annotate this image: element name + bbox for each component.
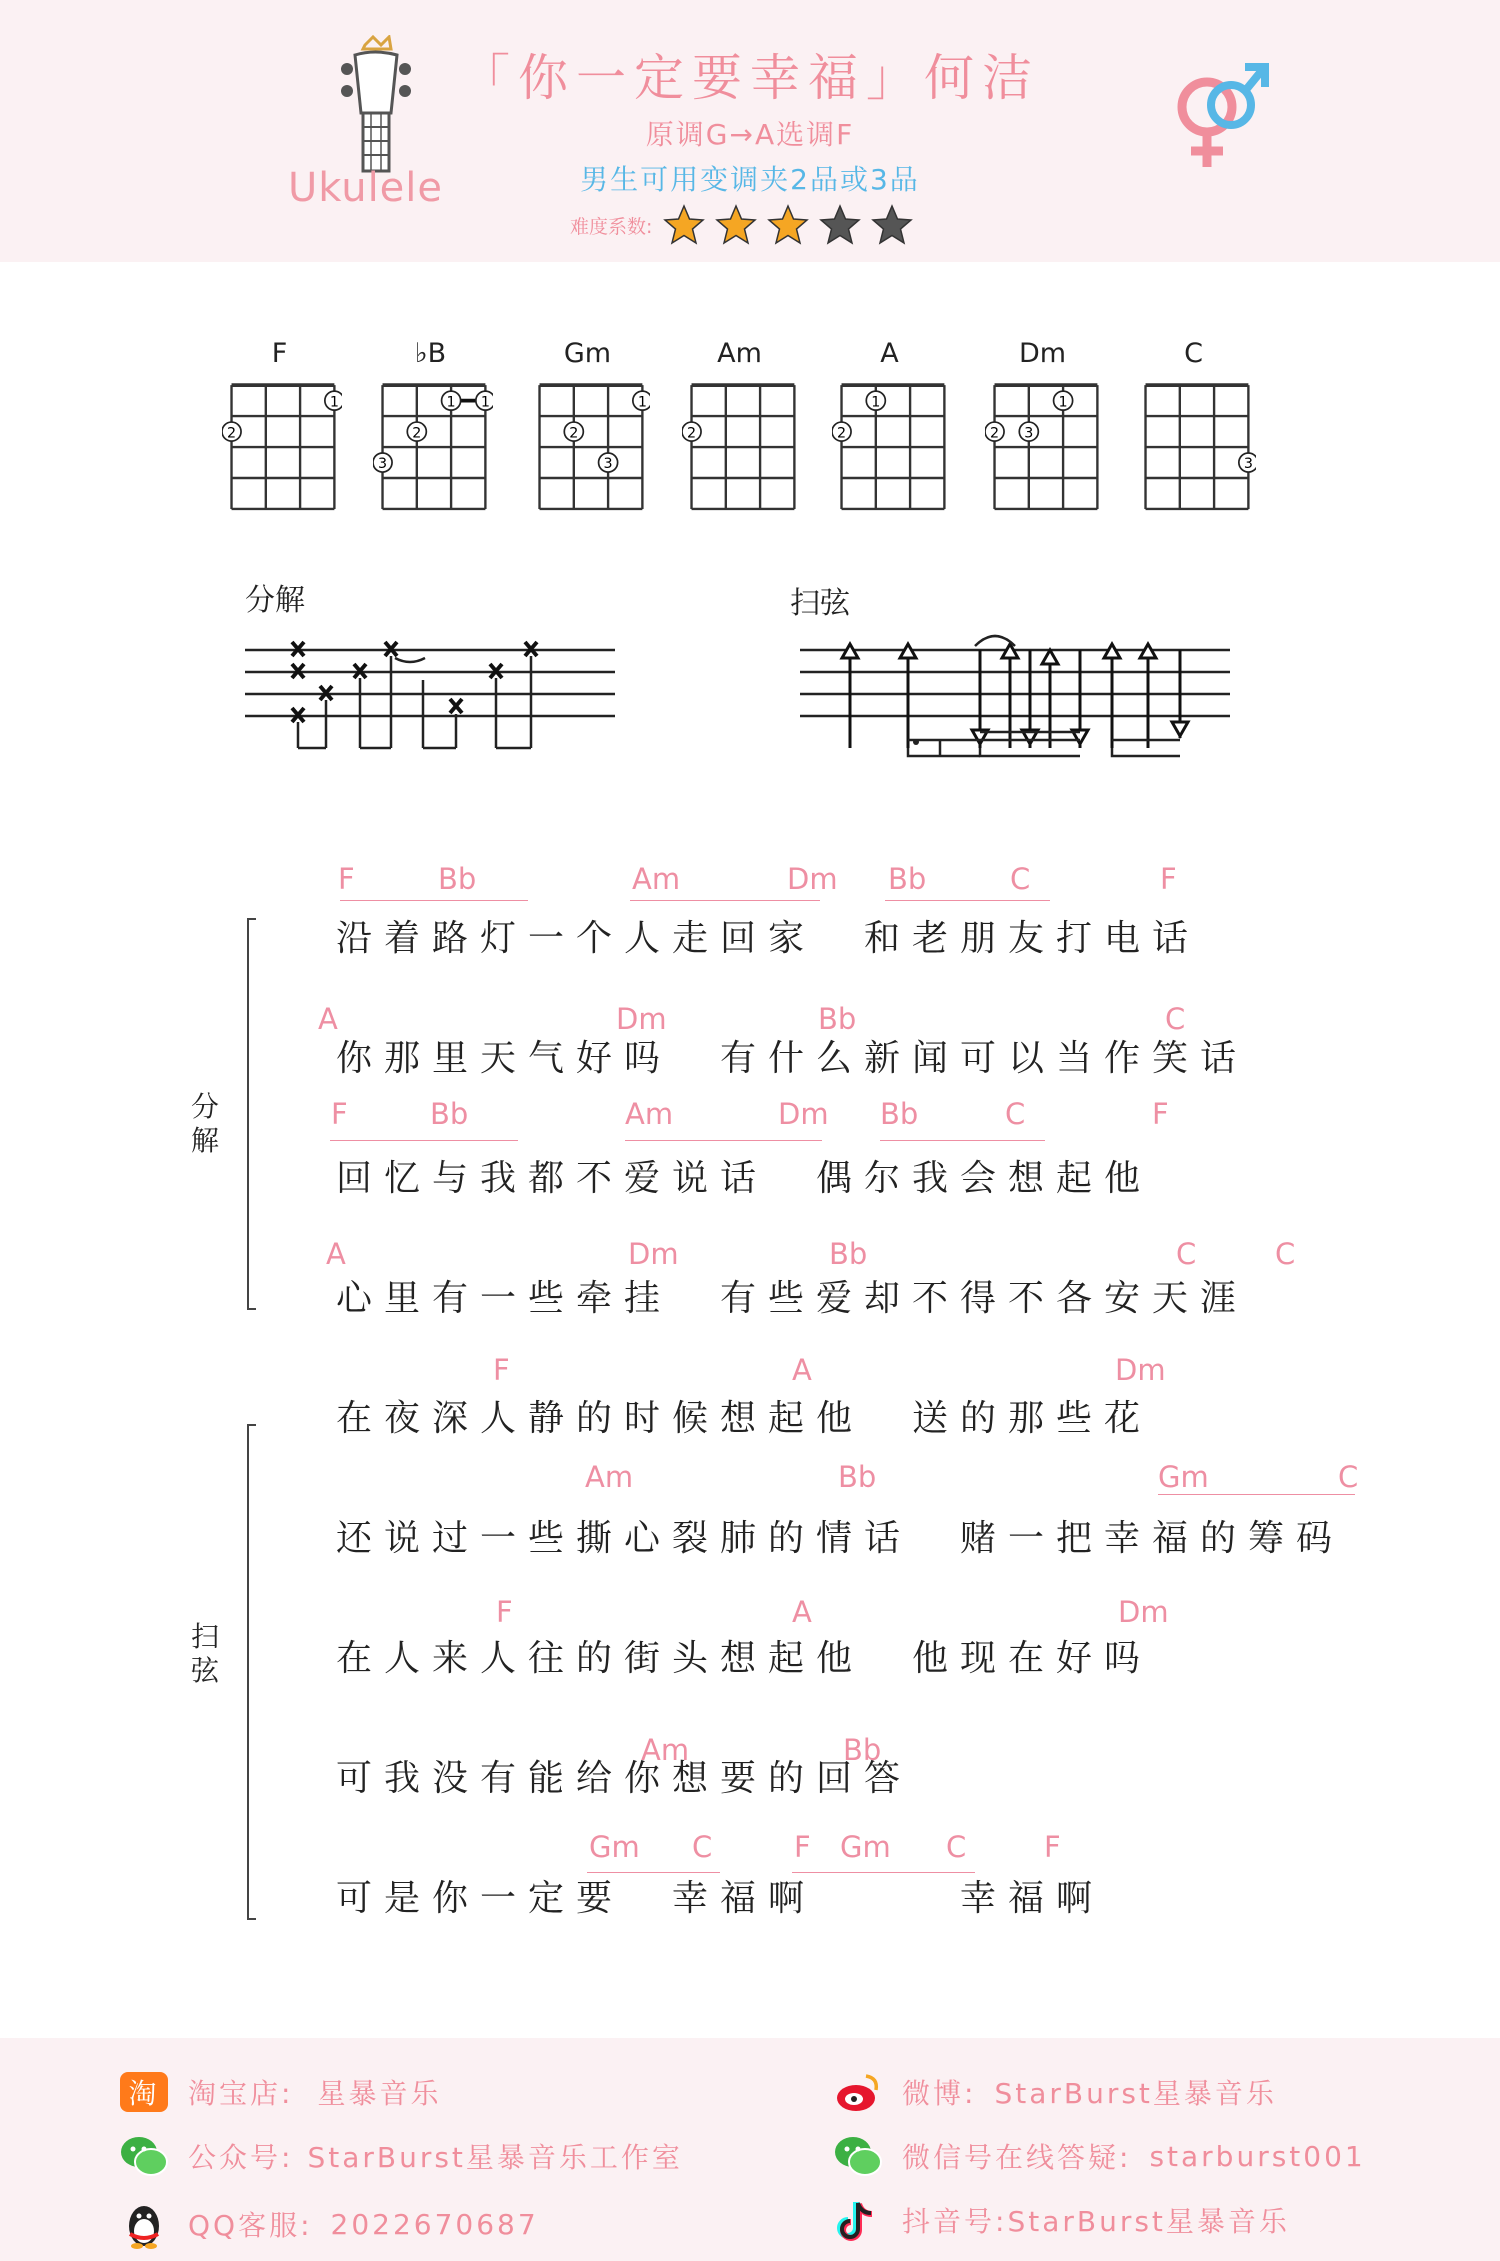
wechat-icon xyxy=(832,2130,884,2182)
chord-mark: Dm xyxy=(787,862,838,896)
svg-text:淘: 淘 xyxy=(128,2077,160,2110)
douyin-info[interactable] xyxy=(832,2194,1290,2246)
chord-mark: Bb xyxy=(430,1097,469,1131)
finger-number: 2 xyxy=(569,425,579,442)
chord-diagram xyxy=(373,338,488,518)
chord-diagram xyxy=(832,338,947,518)
star-filled-icon xyxy=(714,203,758,247)
chord-span-line xyxy=(630,900,820,901)
finger-number: 2 xyxy=(989,425,1000,442)
fingerpick-pattern-tab xyxy=(245,630,625,760)
finger-number: 1 xyxy=(446,394,456,411)
taobao-value: 星暴音乐 xyxy=(317,2077,442,2110)
chord-mark: C xyxy=(1338,1460,1359,1494)
chord-mark: A xyxy=(326,1237,346,1271)
chord-grid xyxy=(682,378,802,518)
chord-span-line xyxy=(587,1872,720,1873)
section-label-char: 分 xyxy=(190,1090,219,1123)
chord-mark: A xyxy=(792,1595,812,1629)
chord-name: A xyxy=(880,338,899,369)
section-label-char: 扫 xyxy=(190,1620,219,1653)
lyric-line: 沿着路灯一个人走回家 和老朋友打电话 xyxy=(336,918,1201,959)
wechat-official-value: StarBurst星暴音乐工作室 xyxy=(307,2141,683,2174)
chord-mark: F xyxy=(1044,1830,1061,1864)
chord-mark: Bb xyxy=(818,1002,857,1036)
header-banner xyxy=(0,0,1500,262)
weibo-label: 微博: xyxy=(902,2077,977,2110)
chord-span-line xyxy=(625,1140,822,1141)
weibo-icon xyxy=(832,2066,884,2118)
chord-mark: F xyxy=(1160,862,1177,896)
chord-diagram xyxy=(682,338,797,518)
key-note: 原调G→A选调F xyxy=(645,118,855,151)
chord-mark: Bb xyxy=(829,1237,868,1271)
section-brackets xyxy=(240,915,270,1925)
chord-mark: Am xyxy=(625,1097,674,1131)
svg-text:1: 1 xyxy=(480,394,490,411)
finger-number: 3 xyxy=(377,456,388,473)
chord-mark: Dm xyxy=(1115,1353,1166,1387)
douyin-icon xyxy=(832,2194,884,2246)
finger-number: 1 xyxy=(637,394,647,411)
chord-diagram xyxy=(1136,338,1251,518)
wechat-icon xyxy=(118,2130,170,2182)
chord-mark: Bb xyxy=(843,1733,882,1767)
finger-number: 2 xyxy=(836,425,847,442)
lyric-line: 可是你一定要 幸福啊 幸福啊 xyxy=(336,1878,1105,1919)
star-empty-icon xyxy=(870,203,914,247)
chord-diagram xyxy=(222,338,337,518)
song-title: 「你一定要幸福」何洁 xyxy=(460,49,1040,107)
lyric-line: 可我没有能给你想要的回答 xyxy=(336,1758,913,1799)
chord-span-line xyxy=(330,1140,518,1141)
strum-pattern-tab xyxy=(800,630,1240,760)
chord-mark: Gm xyxy=(589,1830,640,1864)
difficulty-rating xyxy=(570,205,922,245)
star-filled-icon xyxy=(662,203,706,247)
lyric-line: 心里有一些牵挂 有些爱却不得不各安天涯 xyxy=(336,1278,1249,1319)
lyric-line: 在夜深人静的时候想起他 送的那些花 xyxy=(336,1398,1153,1439)
chord-mark: Dm xyxy=(628,1237,679,1271)
chord-mark: F xyxy=(496,1595,513,1629)
strum-pattern-label: 扫弦 xyxy=(790,586,850,621)
chord-span-line xyxy=(885,900,1050,901)
chord-name: Am xyxy=(717,338,762,369)
difficulty-label: 难度系数: xyxy=(570,215,653,238)
finger-number: 3 xyxy=(1243,456,1253,473)
gender-symbol-icon xyxy=(1165,55,1275,175)
chord-name: Gm xyxy=(563,338,612,369)
chord-mark: Am xyxy=(585,1460,634,1494)
weibo-value: StarBurst星暴音乐 xyxy=(994,2077,1277,2110)
wechat-support-info[interactable] xyxy=(832,2130,1366,2182)
finger-number: 2 xyxy=(686,425,697,442)
star-filled-icon xyxy=(766,203,810,247)
lyric-line: 你那里天气好吗 有什么新闻可以当作笑话 xyxy=(336,1038,1249,1079)
chord-grid xyxy=(832,378,952,518)
chord-mark: Gm xyxy=(840,1830,891,1864)
qq-value: 2022670687 xyxy=(330,2207,539,2241)
star-empty-icon xyxy=(818,203,862,247)
finger-number: 1 xyxy=(1058,394,1068,411)
section-label-char: 解 xyxy=(190,1124,219,1157)
lyric-line: 回忆与我都不爱说话 偶尔我会想起他 xyxy=(336,1158,1153,1199)
douyin-value: StarBurst星暴音乐 xyxy=(1007,2205,1290,2238)
chord-name: F xyxy=(271,338,288,369)
chord-mark: Am xyxy=(632,862,681,896)
finger-number: 2 xyxy=(226,425,237,442)
chord-grid xyxy=(1136,378,1256,518)
lyric-line: 还说过一些撕心裂肺的情话 赌一把幸福的筹码 xyxy=(336,1518,1345,1559)
fingerpick-pattern-label: 分解 xyxy=(245,583,305,618)
chord-mark: Bb xyxy=(880,1097,919,1131)
chord-span-line xyxy=(340,900,528,901)
chord-mark: F xyxy=(493,1353,510,1387)
chord-mark: Bb xyxy=(888,862,927,896)
finger-number: 2 xyxy=(412,425,422,442)
footer xyxy=(0,2038,1500,2261)
finger-number: 1 xyxy=(871,394,881,411)
qq-label: QQ客服: xyxy=(188,2209,313,2242)
capo-note: 男生可用变调夹2品或3品 xyxy=(580,163,920,196)
qq-penguin-icon xyxy=(118,2198,170,2250)
ukulele-label: Ukulele xyxy=(288,165,444,211)
taobao-icon xyxy=(118,2066,170,2118)
qq-info[interactable] xyxy=(118,2198,539,2250)
chord-grid xyxy=(222,378,342,518)
chord-mark: C xyxy=(1005,1097,1026,1131)
chord-grid xyxy=(373,378,493,518)
chord-mark: C xyxy=(1010,862,1031,896)
chord-mark: A xyxy=(318,1002,338,1036)
difficulty-stars xyxy=(662,203,922,247)
chord-mark: C xyxy=(946,1830,967,1864)
chord-mark: Am xyxy=(641,1733,690,1767)
chord-name: C xyxy=(1184,338,1203,369)
taobao-info[interactable] xyxy=(118,2066,441,2118)
section-label-fingerpick xyxy=(180,1090,230,1158)
wechat-official-label: 公众号: xyxy=(188,2141,294,2174)
chord-span-line xyxy=(1158,1494,1355,1495)
chord-mark: Dm xyxy=(616,1002,667,1036)
chord-mark: C xyxy=(1176,1237,1197,1271)
lyric-line: 在人来人往的街头想起他 他现在好吗 xyxy=(336,1638,1153,1679)
chord-mark: C xyxy=(1165,1002,1186,1036)
chord-mark: F xyxy=(794,1830,811,1864)
finger-number: 1 xyxy=(329,394,339,411)
chord-mark: F xyxy=(331,1097,348,1131)
finger-number: 3 xyxy=(603,456,613,473)
chord-mark: F xyxy=(338,862,355,896)
chord-grid xyxy=(985,378,1105,518)
chord-name: ♭B xyxy=(414,338,447,369)
chord-mark: Gm xyxy=(1158,1460,1209,1494)
chord-diagram xyxy=(985,338,1100,518)
taobao-label: 淘宝店: xyxy=(188,2077,294,2110)
chord-span-line xyxy=(880,1140,1045,1141)
chord-mark: F xyxy=(1152,1097,1169,1131)
section-label-strum xyxy=(180,1620,230,1688)
finger-number: 3 xyxy=(1024,425,1034,442)
section-label-char: 弦 xyxy=(190,1654,219,1687)
chord-mark: A xyxy=(792,1353,812,1387)
chord-mark: Dm xyxy=(778,1097,829,1131)
chord-grid xyxy=(530,378,650,518)
chord-mark: Bb xyxy=(438,862,477,896)
wechat-support-label: 微信号在线答疑: xyxy=(902,2141,1132,2174)
douyin-label: 抖音号: xyxy=(902,2205,1008,2238)
weibo-info[interactable] xyxy=(832,2066,1277,2118)
chord-mark: Bb xyxy=(838,1460,877,1494)
chord-span-line xyxy=(792,1872,975,1873)
chord-mark: C xyxy=(1275,1237,1296,1271)
chord-mark: Dm xyxy=(1118,1595,1169,1629)
wechat-support-value: starburst001 xyxy=(1149,2139,1366,2173)
chord-mark: C xyxy=(692,1830,713,1864)
wechat-official-info[interactable] xyxy=(118,2130,683,2182)
chord-name: Dm xyxy=(1018,338,1067,369)
chord-diagram xyxy=(530,338,645,518)
